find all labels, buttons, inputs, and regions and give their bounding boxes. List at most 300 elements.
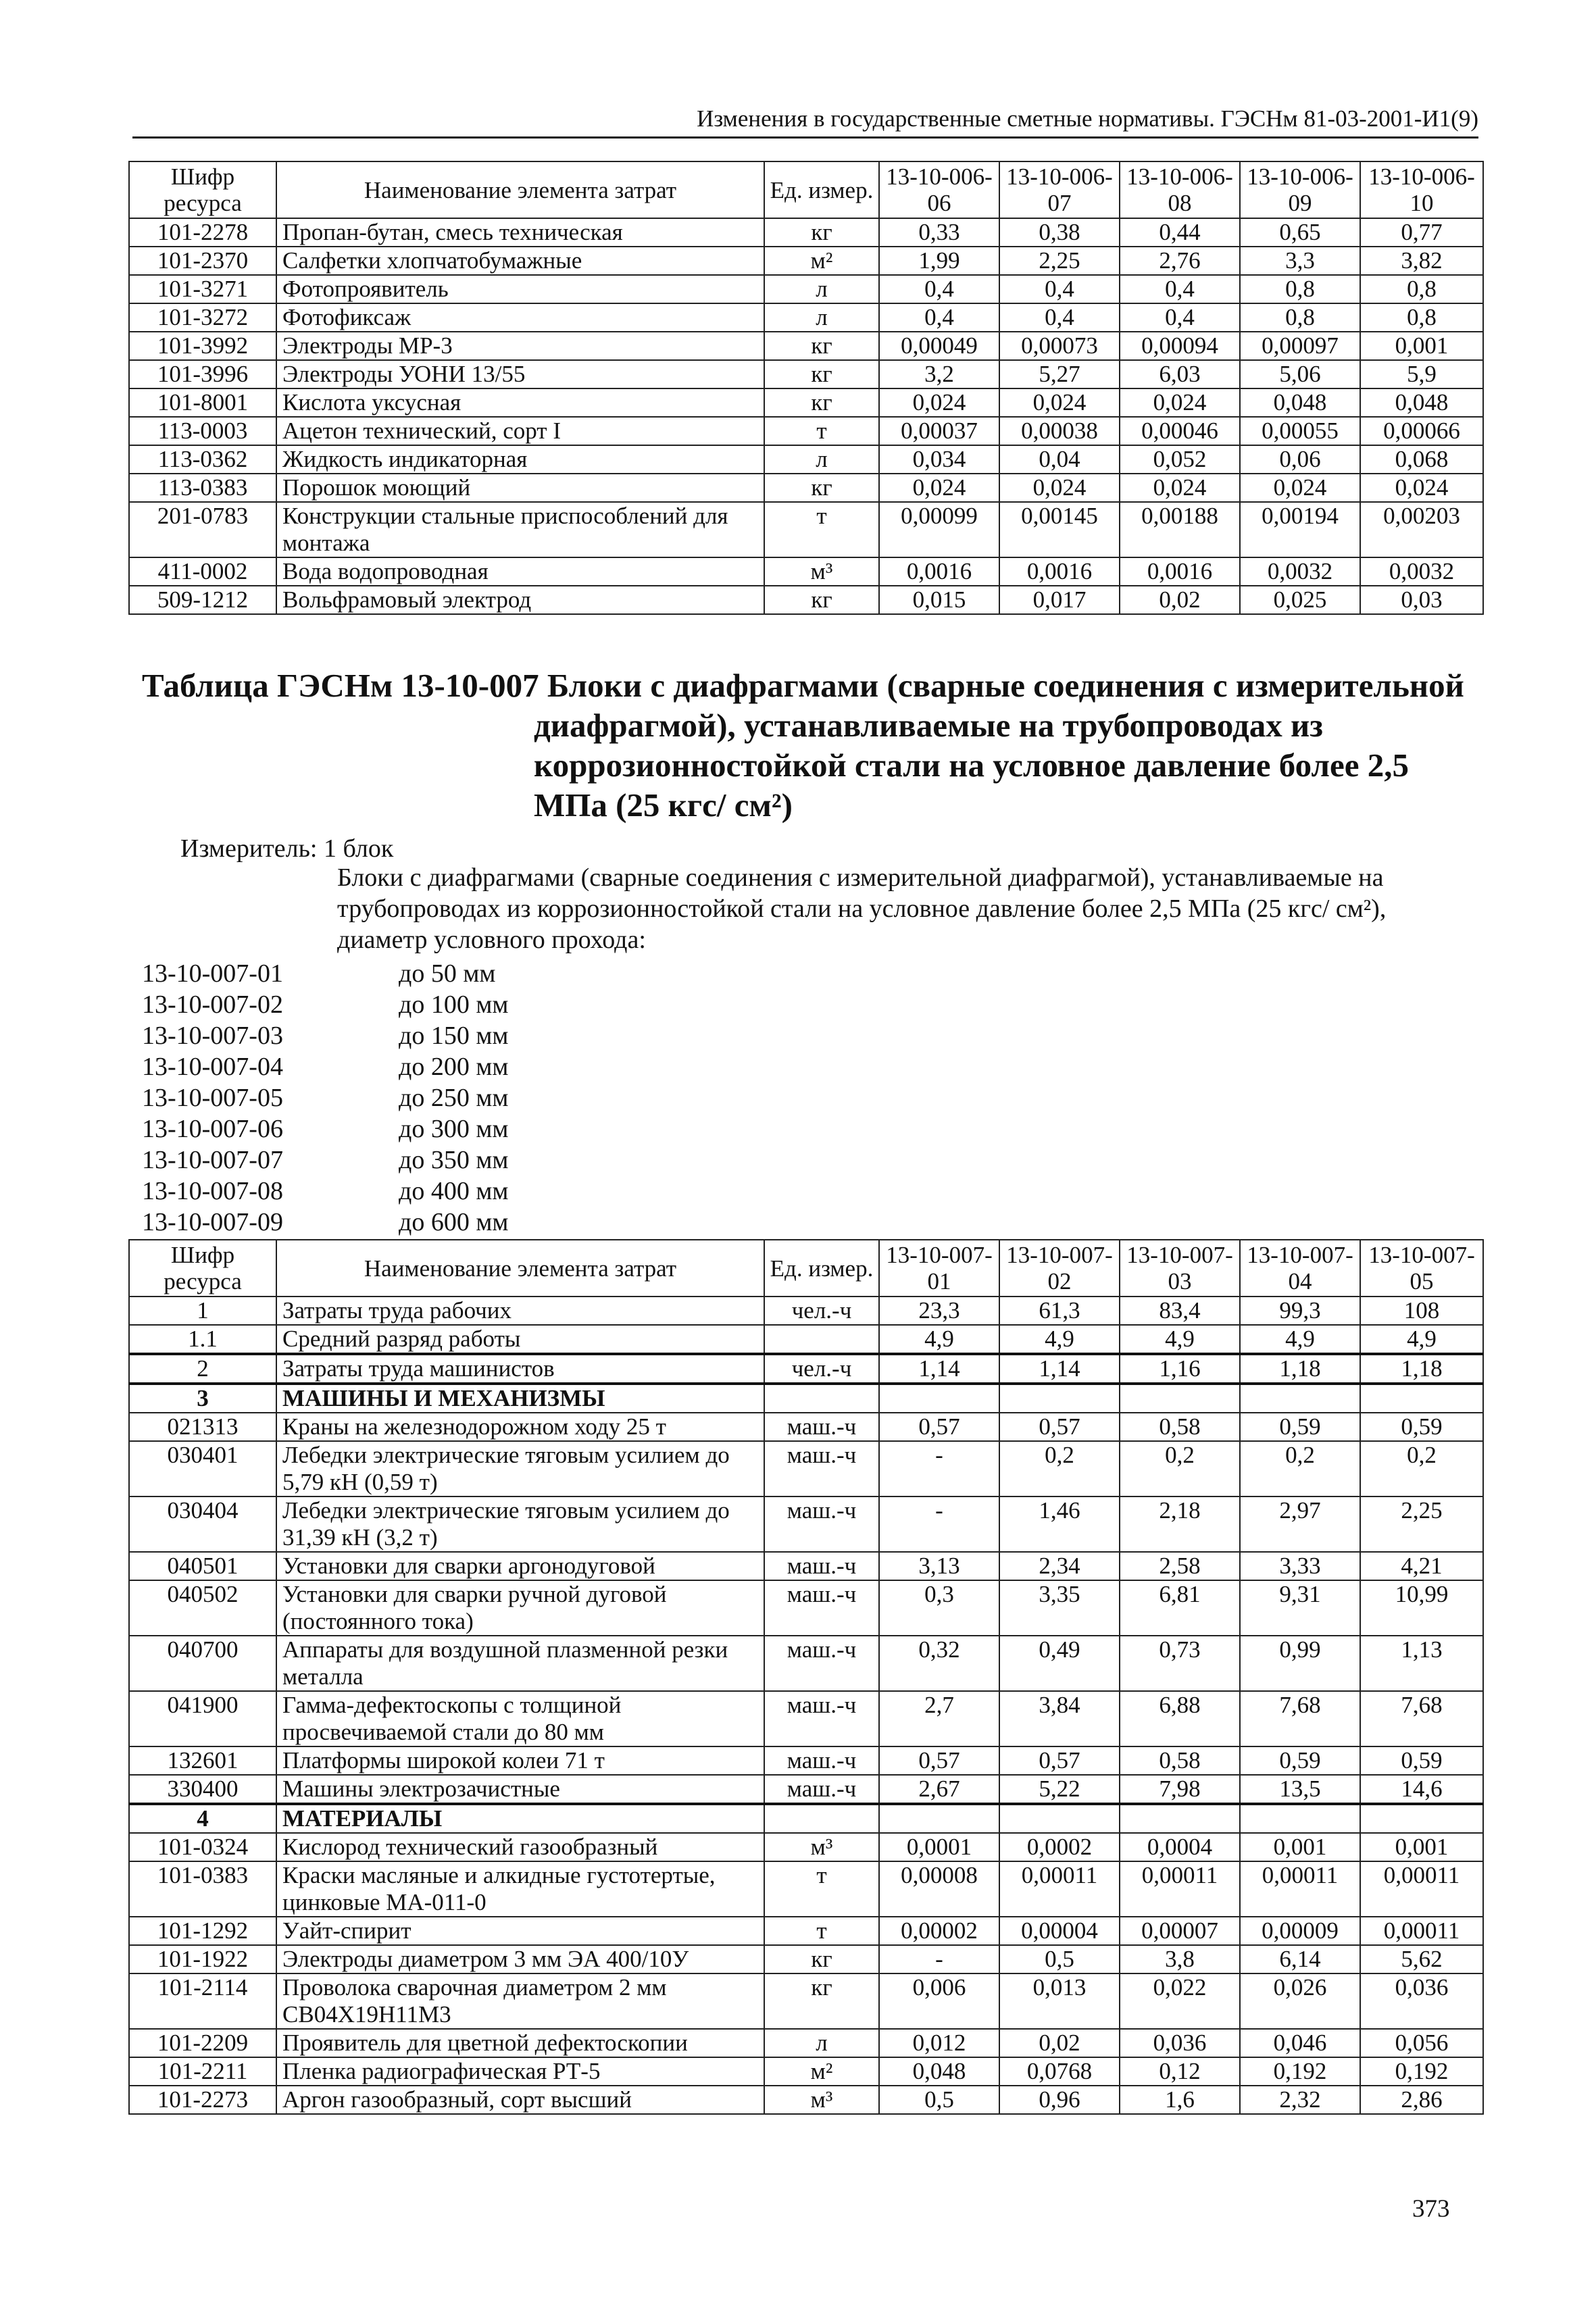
table-title-line1: Таблица ГЭСНм 13-10-007 Блоки с диафрагмами (сварные соединения с измерительной <box>142 667 1464 704</box>
value-cell: 5,9 <box>1360 360 1483 388</box>
value-cell: 0,026 <box>1240 1973 1360 2029</box>
variant-row <box>142 1176 508 1207</box>
value-cell: 0,5 <box>999 1945 1120 1973</box>
resource-code: 101-3272 <box>129 303 276 332</box>
value-cell: 0,056 <box>1360 2029 1483 2057</box>
value-cell: 3,8 <box>1120 1945 1240 1973</box>
table-row <box>129 1354 1483 1384</box>
value-cell: 0,00073 <box>999 332 1120 360</box>
unit-cell: чел.-ч <box>764 1297 879 1325</box>
value-cell: 0,0016 <box>1120 557 1240 586</box>
value-cell: 2,18 <box>1120 1496 1240 1552</box>
value-cell <box>1360 1804 1483 1833</box>
variant-diameter: до 150 мм <box>399 1022 509 1050</box>
resource-code: 101-1922 <box>129 1945 276 1973</box>
value-cell: 0,013 <box>999 1973 1120 2029</box>
value-cell <box>879 1384 999 1413</box>
value-cell: 0,00194 <box>1240 502 1360 557</box>
resource-name: Затраты труда машинистов <box>276 1354 764 1384</box>
value-cell: 0,025 <box>1240 586 1360 614</box>
value-cell: 0,052 <box>1120 445 1240 474</box>
table-row <box>129 247 1483 275</box>
variant-diameter: до 250 мм <box>399 1084 509 1112</box>
value-cell: 0,33 <box>879 218 999 247</box>
resource-name: Салфетки хлопчатобумажные <box>276 247 764 275</box>
value-cell: 61,3 <box>999 1297 1120 1325</box>
variant-code: 13-10-007-07 <box>142 1146 283 1174</box>
value-cell: 0,00046 <box>1120 417 1240 445</box>
value-cell: 0,73 <box>1120 1636 1240 1691</box>
variant-code: 13-10-007-03 <box>142 1022 283 1050</box>
unit-cell: маш.-ч <box>764 1746 879 1775</box>
value-cell: 7,68 <box>1360 1691 1483 1746</box>
column-header: 13-10-006-06 <box>879 161 999 218</box>
value-cell: 0,38 <box>999 218 1120 247</box>
column-header: 13-10-006-07 <box>999 161 1120 218</box>
value-cell: 0,8 <box>1360 303 1483 332</box>
table-row <box>129 2086 1483 2114</box>
value-cell: 0,0032 <box>1240 557 1360 586</box>
resource-name: Фотофиксаж <box>276 303 764 332</box>
resource-name: Проявитель для цветной дефектоскопии <box>276 2029 764 2057</box>
value-cell: 0,00145 <box>999 502 1120 557</box>
resource-code: 509-1212 <box>129 586 276 614</box>
resource-code: 101-2278 <box>129 218 276 247</box>
value-cell: 0,4 <box>1120 275 1240 303</box>
resource-name: Конструкции стальные приспособлений для монтажа <box>276 502 764 557</box>
unit-cell: т <box>764 502 879 557</box>
value-cell: 0,024 <box>1120 474 1240 502</box>
resource-name: Кислота уксусная <box>276 388 764 417</box>
value-cell: 0,022 <box>1120 1973 1240 2029</box>
value-cell: 2,67 <box>879 1775 999 1804</box>
value-cell: 3,33 <box>1240 1552 1360 1580</box>
value-cell: 23,3 <box>879 1297 999 1325</box>
resource-code: 1 <box>129 1297 276 1325</box>
table-row <box>129 1861 1483 1917</box>
value-cell: 3,35 <box>999 1580 1120 1636</box>
column-header: 13-10-007-04 <box>1240 1240 1360 1297</box>
value-cell: 0,00011 <box>1120 1861 1240 1917</box>
value-cell: 0,00008 <box>879 1861 999 1917</box>
unit-cell: м³ <box>764 2086 879 2114</box>
table-row <box>129 332 1483 360</box>
value-cell: 0,068 <box>1360 445 1483 474</box>
resource-name: Машины электрозачистные <box>276 1775 764 1804</box>
resource-code: 411-0002 <box>129 557 276 586</box>
resource-code: 021313 <box>129 1413 276 1441</box>
value-cell: 0,00037 <box>879 417 999 445</box>
value-cell: 7,68 <box>1240 1691 1360 1746</box>
table-row <box>129 1691 1483 1746</box>
value-cell: 6,14 <box>1240 1945 1360 1973</box>
table-row <box>129 474 1483 502</box>
resource-code: 101-3271 <box>129 275 276 303</box>
page-number: 373 <box>1412 2195 1450 2223</box>
table-row <box>129 1945 1483 1973</box>
column-header: 13-10-007-05 <box>1360 1240 1483 1297</box>
table-row <box>129 1917 1483 1945</box>
table-row <box>129 1833 1483 1861</box>
value-cell <box>1120 1804 1240 1833</box>
unit-cell: маш.-ч <box>764 1580 879 1636</box>
value-cell: 0,00055 <box>1240 417 1360 445</box>
table-row <box>129 1297 1483 1325</box>
value-cell: 0,2 <box>1120 1441 1240 1496</box>
value-cell: 0,04 <box>999 445 1120 474</box>
value-cell: 0,048 <box>879 2057 999 2086</box>
value-cell: 0,0001 <box>879 1833 999 1861</box>
resource-name: Платформы широкой колеи 71 т <box>276 1746 764 1775</box>
value-cell: 0,024 <box>999 388 1120 417</box>
value-cell: 3,3 <box>1240 247 1360 275</box>
value-cell: 0,192 <box>1240 2057 1360 2086</box>
value-cell: 0,00011 <box>1360 1917 1483 1945</box>
measure-label: Измеритель: <box>180 834 318 863</box>
resource-name: МАШИНЫ И МЕХАНИЗМЫ <box>276 1384 764 1413</box>
column-header: 13-10-006-10 <box>1360 161 1483 218</box>
value-cell: 0,001 <box>1360 1833 1483 1861</box>
value-cell: 0,8 <box>1360 275 1483 303</box>
running-header: Изменения в государственные сметные нормативы. ГЭСНм 81-03-2001-И1(9) <box>132 101 1478 139</box>
value-cell: 0,59 <box>1360 1413 1483 1441</box>
resource-name: МАТЕРИАЛЫ <box>276 1804 764 1833</box>
unit-cell: т <box>764 1917 879 1945</box>
resource-name: Уайт-спирит <box>276 1917 764 1945</box>
column-header: 13-10-006-09 <box>1240 161 1360 218</box>
value-cell: 3,2 <box>879 360 999 388</box>
unit-cell: маш.-ч <box>764 1413 879 1441</box>
value-cell: 1,18 <box>1240 1354 1360 1384</box>
table-row <box>129 1413 1483 1441</box>
value-cell: 108 <box>1360 1297 1483 1325</box>
variant-diameter: до 350 мм <box>399 1146 509 1174</box>
resource-code: 101-0383 <box>129 1861 276 1917</box>
resource-name: Ацетон технический, сорт I <box>276 417 764 445</box>
value-cell: 0,024 <box>999 474 1120 502</box>
variant-row <box>142 1020 508 1051</box>
value-cell: 0,12 <box>1120 2057 1240 2086</box>
resource-code: 2 <box>129 1354 276 1384</box>
unit-cell: маш.-ч <box>764 1691 879 1746</box>
value-cell: 0,024 <box>1360 474 1483 502</box>
value-cell: 0,96 <box>999 2086 1120 2114</box>
value-cell: 0,024 <box>1120 388 1240 417</box>
value-cell: 0,02 <box>1120 586 1240 614</box>
value-cell: 9,31 <box>1240 1580 1360 1636</box>
resource-code: 101-2209 <box>129 2029 276 2057</box>
resource-name: Пленка радиографическая РТ-5 <box>276 2057 764 2086</box>
value-cell: 0,2 <box>999 1441 1120 1496</box>
resource-name: Кислород технический газообразный <box>276 1833 764 1861</box>
value-cell: 1,99 <box>879 247 999 275</box>
value-cell: 7,98 <box>1120 1775 1240 1804</box>
value-cell: 1,6 <box>1120 2086 1240 2114</box>
variant-diameter: до 600 мм <box>399 1208 509 1236</box>
value-cell: 0,036 <box>1360 1973 1483 2029</box>
table-row <box>129 1325 1483 1354</box>
value-cell: 0,4 <box>879 303 999 332</box>
value-cell <box>999 1384 1120 1413</box>
unit-cell: кг <box>764 218 879 247</box>
unit-cell: кг <box>764 360 879 388</box>
variant-row <box>142 958 508 989</box>
resource-code: 132601 <box>129 1746 276 1775</box>
value-cell: 4,21 <box>1360 1552 1483 1580</box>
value-cell: 0,034 <box>879 445 999 474</box>
resource-name: Проволока сварочная диаметром 2 мм СВ04Х19Н11М3 <box>276 1973 764 2029</box>
value-cell <box>999 1804 1120 1833</box>
column-header: Ед. измер. <box>764 161 879 218</box>
resource-code: 3 <box>129 1384 276 1413</box>
value-cell: 0,0004 <box>1120 1833 1240 1861</box>
value-cell: 2,97 <box>1240 1496 1360 1552</box>
value-cell: 1,18 <box>1360 1354 1483 1384</box>
unit-cell: кг <box>764 1945 879 1973</box>
variant-row <box>142 1051 508 1082</box>
variant-row <box>142 1207 508 1238</box>
value-cell: 0,49 <box>999 1636 1120 1691</box>
value-cell: 0,00011 <box>1240 1861 1360 1917</box>
column-header: Наименование элемента затрат <box>276 161 764 218</box>
value-cell: 1,46 <box>999 1496 1120 1552</box>
unit-cell: м³ <box>764 557 879 586</box>
column-header: 13-10-007-02 <box>999 1240 1120 1297</box>
value-cell: 0,02 <box>999 2029 1120 2057</box>
resource-name: Лебедки электрические тяговым усилием до 31,39 кН (3,2 т) <box>276 1496 764 1552</box>
value-cell: 2,58 <box>1120 1552 1240 1580</box>
variant-code: 13-10-007-05 <box>142 1084 283 1112</box>
resource-code: 330400 <box>129 1775 276 1804</box>
variant-diameter: до 200 мм <box>399 1053 509 1081</box>
unit-cell: кг <box>764 474 879 502</box>
value-cell: 0,046 <box>1240 2029 1360 2057</box>
resource-name: Электроды диаметром 3 мм ЭА 400/10У <box>276 1945 764 1973</box>
variant-row <box>142 989 508 1020</box>
value-cell: 14,6 <box>1360 1775 1483 1804</box>
unit-cell <box>764 1325 879 1354</box>
value-cell: 0,024 <box>879 388 999 417</box>
value-cell: 0,001 <box>1240 1833 1360 1861</box>
value-cell: 0,00011 <box>1360 1861 1483 1917</box>
value-cell: 0,59 <box>1240 1413 1360 1441</box>
resource-code: 101-0324 <box>129 1833 276 1861</box>
resource-code: 040700 <box>129 1636 276 1691</box>
variant-diameter: до 50 мм <box>399 959 496 988</box>
table-row <box>129 1804 1483 1833</box>
variant-code: 13-10-007-04 <box>142 1053 283 1081</box>
unit-cell: кг <box>764 332 879 360</box>
value-cell: 0,57 <box>879 1746 999 1775</box>
value-cell: 0,5 <box>879 2086 999 2114</box>
table-header-row <box>129 161 1483 218</box>
resource-table-006 <box>128 161 1484 615</box>
value-cell: 2,7 <box>879 1691 999 1746</box>
value-cell: 0,3 <box>879 1580 999 1636</box>
resource-name: Гамма-дефектоскопы с толщиной просвечиваемой стали до 80 мм <box>276 1691 764 1746</box>
value-cell: 0,00097 <box>1240 332 1360 360</box>
table-row <box>129 388 1483 417</box>
value-cell: 0,00066 <box>1360 417 1483 445</box>
value-cell: 0,00002 <box>879 1917 999 1945</box>
value-cell: - <box>879 1496 999 1552</box>
value-cell: 6,03 <box>1120 360 1240 388</box>
table-title <box>142 665 1487 825</box>
table-row <box>129 2029 1483 2057</box>
value-cell: 4,9 <box>879 1325 999 1354</box>
unit-cell: л <box>764 275 879 303</box>
table-row <box>129 1636 1483 1691</box>
resource-name: Фотопроявитель <box>276 275 764 303</box>
value-cell: 0,00188 <box>1120 502 1240 557</box>
value-cell: 0,58 <box>1120 1413 1240 1441</box>
value-cell: 0,017 <box>999 586 1120 614</box>
variant-row <box>142 1082 508 1113</box>
resource-code: 113-0003 <box>129 417 276 445</box>
value-cell: 4,9 <box>1360 1325 1483 1354</box>
unit-cell: маш.-ч <box>764 1552 879 1580</box>
value-cell: 0,2 <box>1360 1441 1483 1496</box>
value-cell: 0,00007 <box>1120 1917 1240 1945</box>
value-cell: 0,036 <box>1120 2029 1240 2057</box>
value-cell: 0,00203 <box>1360 502 1483 557</box>
value-cell: 0,57 <box>999 1746 1120 1775</box>
resource-code: 030404 <box>129 1496 276 1552</box>
resource-code: 113-0383 <box>129 474 276 502</box>
value-cell: 5,06 <box>1240 360 1360 388</box>
value-cell: 0,048 <box>1360 388 1483 417</box>
column-header: Шифр ресурса <box>129 1240 276 1297</box>
table-row <box>129 557 1483 586</box>
value-cell: 0,32 <box>879 1636 999 1691</box>
value-cell: 0,8 <box>1240 275 1360 303</box>
resource-code: 1.1 <box>129 1325 276 1354</box>
table-header-row <box>129 1240 1483 1297</box>
resource-name: Электроды МР-3 <box>276 332 764 360</box>
value-cell: 0,00004 <box>999 1917 1120 1945</box>
value-cell <box>1360 1384 1483 1413</box>
value-cell: 4,9 <box>1240 1325 1360 1354</box>
table-row <box>129 586 1483 614</box>
unit-cell: м² <box>764 247 879 275</box>
value-cell: 1,13 <box>1360 1636 1483 1691</box>
value-cell: 0,03 <box>1360 586 1483 614</box>
value-cell: 0,015 <box>879 586 999 614</box>
value-cell: 3,82 <box>1360 247 1483 275</box>
value-cell: 0,0016 <box>879 557 999 586</box>
value-cell: 0,00049 <box>879 332 999 360</box>
value-cell: 0,00099 <box>879 502 999 557</box>
variant-row <box>142 1113 508 1145</box>
resource-name: Установки для сварки аргонодуговой <box>276 1552 764 1580</box>
value-cell <box>1240 1804 1360 1833</box>
column-header: 13-10-007-01 <box>879 1240 999 1297</box>
value-cell: 0,048 <box>1240 388 1360 417</box>
resource-name: Жидкость индикаторная <box>276 445 764 474</box>
resource-code: 101-3992 <box>129 332 276 360</box>
value-cell: 0,00094 <box>1120 332 1240 360</box>
value-cell: 0,0002 <box>999 1833 1120 1861</box>
resource-code: 041900 <box>129 1691 276 1746</box>
value-cell: 4,9 <box>999 1325 1120 1354</box>
value-cell: 0,4 <box>879 275 999 303</box>
value-cell: - <box>879 1945 999 1973</box>
value-cell: 0,0016 <box>999 557 1120 586</box>
value-cell: 6,88 <box>1120 1691 1240 1746</box>
value-cell: 0,024 <box>1240 474 1360 502</box>
value-cell <box>879 1804 999 1833</box>
value-cell: 0,58 <box>1120 1746 1240 1775</box>
column-header: 13-10-006-08 <box>1120 161 1240 218</box>
value-cell: 0,8 <box>1240 303 1360 332</box>
resource-code: 201-0783 <box>129 502 276 557</box>
variant-list <box>142 958 508 1238</box>
table-row <box>129 1973 1483 2029</box>
unit-cell <box>764 1804 879 1833</box>
variant-diameter: до 400 мм <box>399 1177 509 1205</box>
table-row <box>129 1580 1483 1636</box>
table-row <box>129 1384 1483 1413</box>
unit-cell: м³ <box>764 1833 879 1861</box>
table-row <box>129 502 1483 557</box>
unit-cell: т <box>764 417 879 445</box>
value-cell: 0,024 <box>879 474 999 502</box>
table-row <box>129 445 1483 474</box>
value-cell: 13,5 <box>1240 1775 1360 1804</box>
unit-cell <box>764 1384 879 1413</box>
resource-name: Лебедки электрические тяговым усилием до 5,79 кН (0,59 т) <box>276 1441 764 1496</box>
variant-diameter: до 300 мм <box>399 1115 509 1143</box>
value-cell: 0,192 <box>1360 2057 1483 2086</box>
value-cell: 0,001 <box>1360 332 1483 360</box>
column-header: 13-10-007-03 <box>1120 1240 1240 1297</box>
resource-name: Вольфрамовый электрод <box>276 586 764 614</box>
resource-name: Затраты труда рабочих <box>276 1297 764 1325</box>
value-cell: 0,00011 <box>999 1861 1120 1917</box>
unit-cell: маш.-ч <box>764 1441 879 1496</box>
value-cell: 0,57 <box>999 1413 1120 1441</box>
unit-cell: маш.-ч <box>764 1496 879 1552</box>
value-cell: 5,62 <box>1360 1945 1483 1973</box>
table-row <box>129 1775 1483 1804</box>
table-row <box>129 417 1483 445</box>
table-row <box>129 1552 1483 1580</box>
resource-name: Краны на железнодорожном ходу 25 т <box>276 1413 764 1441</box>
variant-code: 13-10-007-09 <box>142 1208 283 1236</box>
table-row <box>129 275 1483 303</box>
value-cell: 99,3 <box>1240 1297 1360 1325</box>
resource-code: 101-2114 <box>129 1973 276 2029</box>
resource-name: Порошок моющий <box>276 474 764 502</box>
value-cell: 2,34 <box>999 1552 1120 1580</box>
value-cell: 1,14 <box>999 1354 1120 1384</box>
table-title-rest: диафрагмой), устанавливаемые на трубопроводах из коррозионностойкой стали на условное давление более 2,5 МПа (25 кгс/ см²) <box>534 707 1409 824</box>
resource-code: 101-1292 <box>129 1917 276 1945</box>
table-row <box>129 2057 1483 2086</box>
unit-cell: кг <box>764 1973 879 2029</box>
value-cell: 0,57 <box>879 1413 999 1441</box>
measure <box>180 833 393 864</box>
value-cell: 3,84 <box>999 1691 1120 1746</box>
resource-name: Пропан-бутан, смесь техническая <box>276 218 764 247</box>
value-cell: 0,4 <box>999 303 1120 332</box>
value-cell: 0,65 <box>1240 218 1360 247</box>
value-cell: 2,25 <box>1360 1496 1483 1552</box>
table-row <box>129 360 1483 388</box>
value-cell: 2,32 <box>1240 2086 1360 2114</box>
value-cell <box>1240 1384 1360 1413</box>
value-cell: 10,99 <box>1360 1580 1483 1636</box>
